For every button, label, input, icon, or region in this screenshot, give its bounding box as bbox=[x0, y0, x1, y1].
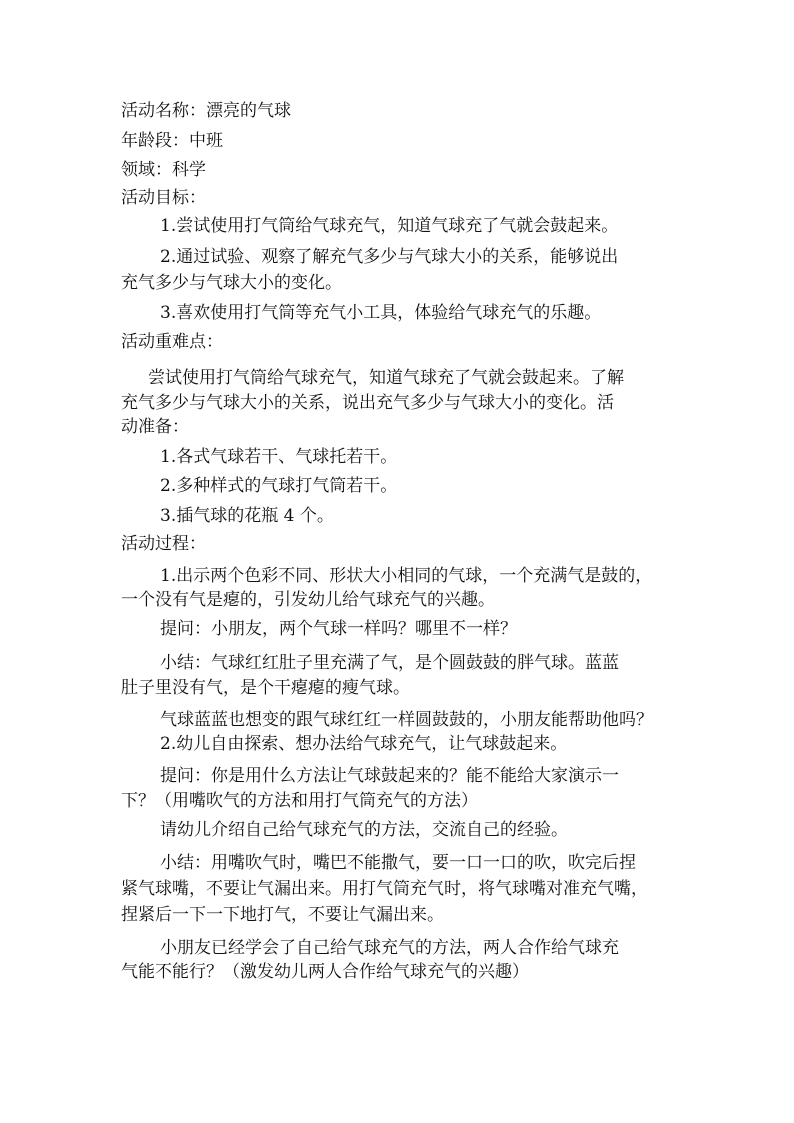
process-step-1: 1.出示两个色彩不同、形状大小相同的气球，一个充满气是鼓的， bbox=[160, 566, 653, 586]
process-step-2: 2.幼儿自由探索、想办法给气球充气，让气球鼓起来。 bbox=[160, 734, 568, 754]
objectives-heading: 活动目标： bbox=[121, 188, 206, 208]
objective-item-2: 2.通过试验、观察了解充气多少与气球大小的关系，能够说出 bbox=[160, 247, 619, 267]
summary-2-cont-2: 捏紧后一下一下地打气，不要让气漏出来。 bbox=[121, 905, 444, 925]
summary-2: 小结：用嘴吹气时，嘴巴不能撒气，要一口一口的吹，吹完后捏 bbox=[160, 853, 636, 873]
children-intro: 请幼儿介绍自己给气球充气的方法，交流自己的经验。 bbox=[160, 820, 568, 840]
process-heading: 活动过程： bbox=[121, 534, 206, 554]
subject-domain: 领域：科学 bbox=[121, 160, 206, 180]
age-group: 年龄段：中班 bbox=[121, 131, 223, 151]
key-points-line-1: 尝试使用打气筒给气球充气，知道气球充了气就会鼓起来。了解 bbox=[148, 368, 624, 388]
process-step-1-cont: 一个没有气是瘪的，引发幼儿给气球充气的兴趣。 bbox=[121, 590, 495, 610]
preparation-item-3: 3.插气球的花瓶 4 个。 bbox=[160, 506, 334, 526]
preparation-item-2: 2.多种样式的气球打气筒若干。 bbox=[160, 476, 398, 496]
summary-2-cont-1: 紧气球嘴，不要让气漏出来。用打气筒充气时，将气球嘴对准充气嘴， bbox=[121, 879, 648, 899]
summary-1-cont: 肚子里没有气，是个干瘪瘪的瘦气球。 bbox=[121, 678, 410, 698]
preparation-item-1: 1.各式气球若干、气球托若干。 bbox=[160, 447, 398, 467]
preparation-heading: 动准备： bbox=[121, 417, 189, 437]
key-points-heading: 活动重难点： bbox=[121, 332, 223, 352]
question-1: 提问：小朋友，两个气球一样吗？哪里不一样？ bbox=[160, 619, 517, 639]
question-2: 提问：你是用什么方法让气球鼓起来的？能不能给大家演示一 bbox=[160, 766, 619, 786]
transition-question: 气球蓝蓝也想变的跟气球红红一样圆鼓鼓的，小朋友能帮助他吗？ bbox=[160, 710, 653, 730]
cooperation-paragraph-cont: 气能不能行？（激发幼儿两人合作给气球充气的兴趣） bbox=[121, 962, 529, 982]
key-points-line-2: 充气多少与气球大小的关系，说出充气多少与气球大小的变化。活 bbox=[121, 393, 614, 413]
objective-item-3: 3.喜欢使用打气筒等充气小工具，体验给气球充气的乐趣。 bbox=[160, 303, 602, 323]
question-2-cont: 下？（用嘴吹气的方法和用打气筒充气的方法） bbox=[121, 791, 478, 811]
cooperation-paragraph: 小朋友已经学会了自己给气球充气的方法，两人合作给气球充 bbox=[160, 938, 619, 958]
objective-item-1: 1.尝试使用打气筒给气球充气，知道气球充了气就会鼓起来。 bbox=[160, 216, 619, 236]
summary-1: 小结：气球红红肚子里充满了气，是个圆鼓鼓的胖气球。蓝蓝 bbox=[160, 653, 619, 673]
activity-name: 活动名称：漂亮的气球 bbox=[121, 101, 291, 121]
objective-item-2-cont: 充气多少与气球大小的变化。 bbox=[121, 273, 342, 293]
